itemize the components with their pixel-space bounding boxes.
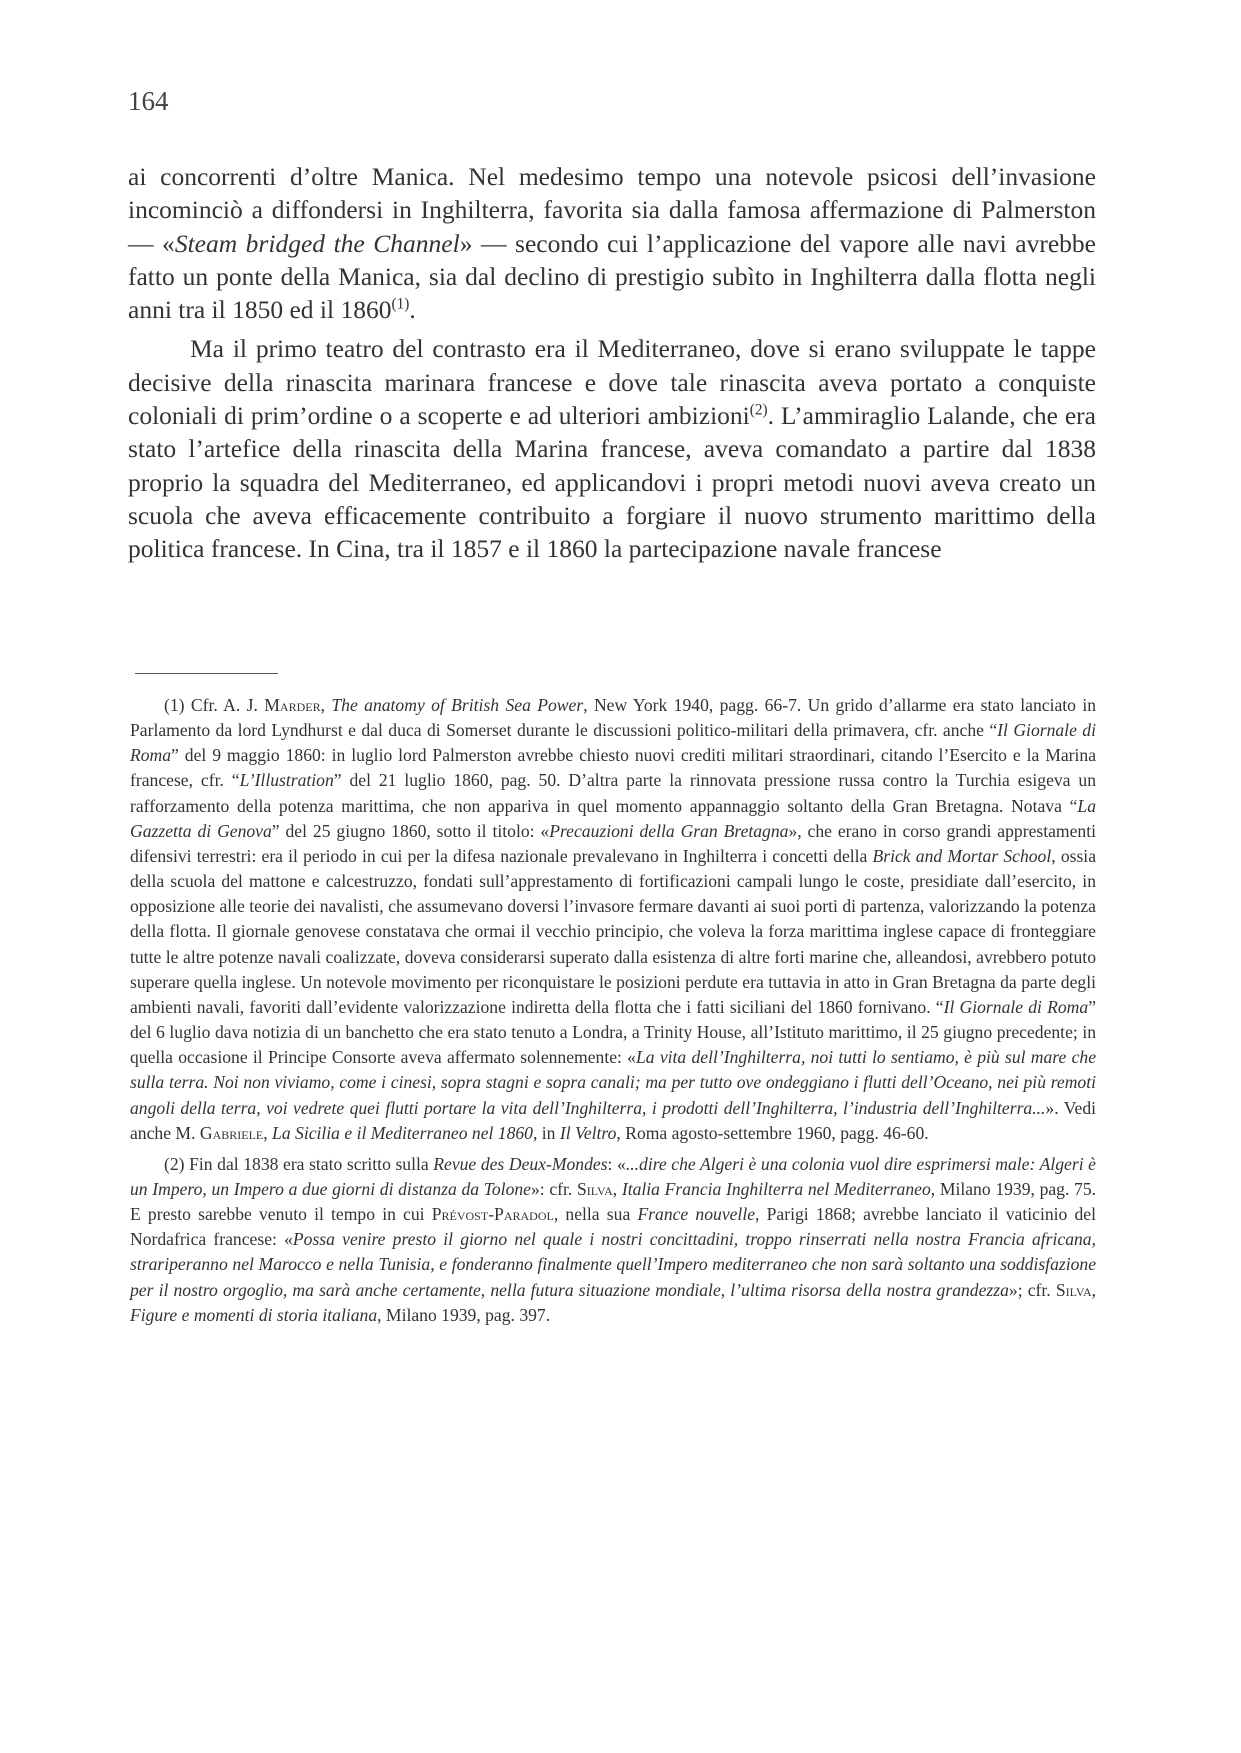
footnote-1	[130, 693, 1096, 1146]
paragraph-2-text: Ma il primo teatro del contrasto era il Mediterraneo, dove si erano sviluppate le tappe decisive della rinascita marinara francese e dove tale rinascita aveva portato a conquiste coloniali di prim’ordine o a scoperte e ad ulteriori ambizioni	[128, 334, 1096, 431]
page-number: 164	[128, 86, 169, 116]
footnote-2	[130, 1152, 1096, 1328]
author-name: Silva	[1055, 1279, 1092, 1300]
author-name: Prévost-Paradol	[431, 1204, 554, 1225]
footnote-text: : «	[607, 1153, 626, 1174]
footnote-text: , nella sua	[553, 1204, 638, 1225]
footnotes	[130, 693, 1096, 1328]
footnote-text: (1) Cfr. A. J.	[164, 695, 265, 715]
book-title: France nouvelle	[637, 1204, 756, 1225]
paragraph-1-text-cont: » — secondo cui l’applicazione del vapore alle navi avrebbe fatto un ponte della Manica, sia dal declino di prestigio subìto in Inghilterra dalla flotta negli anni tra il 1850 ed il 1860	[128, 228, 1096, 325]
newspaper-title: Il Giornale di Roma	[130, 720, 1096, 766]
quotation: Possa venire presto il giorno nel quale i nostri concittadini, troppo rinserrati nella nostra Francia africana, strariperanno nel Marocco e nella Tunisia, e fonderanno finalmente quell’Impero mediterraneo che non sarà soltanto una soddisfazione per il nostro orgoglio, ma sarà anche certamente, nella futura situazione mondiale, l’ultima risorsa della nostra grandezza	[130, 1229, 1096, 1300]
footnote-text: ” del 9 maggio 1860: in luglio lord Palmerston avrebbe chiesto nuovi crediti militari straordinari, citando l’Esercito e la Marina francese, cfr. “	[130, 745, 1096, 791]
newspaper-title: La Gazzetta di Genova	[130, 795, 1096, 841]
footnote-text: »: cfr.	[530, 1178, 577, 1199]
main-text	[128, 160, 1096, 566]
quotation: ...dire che Algeri è una colonia vuol dire esprimersi male: Algeri è un Impero, un Impero a due giorni di distanza da Tolone	[130, 1153, 1096, 1199]
footnote-text: ». Vedi anche M.	[130, 1097, 1096, 1143]
paragraph-2	[128, 332, 1096, 565]
footnote-text: ,	[1091, 1279, 1097, 1300]
footnote-text: », che erano in corso grandi apprestamenti difensivi terrestri: era il periodo in cui per la difesa nazionale prevalevano in Inghilterra i concetti della	[130, 820, 1096, 866]
palmerston-quote: Steam bridged the Channel	[174, 228, 460, 258]
book-title: La Sicilia e il Mediterraneo nel 1860	[272, 1122, 533, 1143]
footnote-text: , ossia della scuola del mattone e calcestruzzo, fondati sull’apprestamento di fortificazioni campali lungo le coste, presidiate dall’esercito, in opposizione alle teorie dei navalisti, che assumevano doversi l’invasore fermare davanti ai suoi porti di partenza, valorizzando la potenza della flotta. Il giornale genovese constatava che ormai il vecchio principio, che voleva la forza marittima inglese capace di fronteggiare tutte le altre potenze navali coalizzate, doveva considerarsi superato dalla esistenza di altre forti marine che, alleandosi, avrebbero potuto superare quella inglese. Un notevole movimento per riconquistare le posizioni perdute era tuttavia in atto in Gran Bretagna da parte degli ambienti navali, favoriti dall’evidente valorizzazione indiretta della flotta che i fatti siciliani del 1860 fornivano. “	[130, 845, 1097, 1017]
article-title: Precauzioni della Gran Bretagna	[549, 820, 789, 841]
author-name: Gabriele	[199, 1122, 264, 1143]
footnote-text: , in	[532, 1122, 560, 1143]
paragraph-1-end: .	[409, 295, 416, 325]
footnote-text: »; cfr.	[1008, 1279, 1056, 1300]
footnote-text: ” del 25 giugno 1860, sotto il titolo: «	[271, 820, 550, 841]
paragraph-1	[128, 160, 1096, 326]
footnote-text: ,	[263, 1122, 273, 1143]
author-name: Marder	[264, 695, 321, 715]
footnote-ref-1[interactable]: (1)	[391, 295, 410, 313]
footnote-ref-2[interactable]: (2)	[749, 401, 768, 419]
footnote-text: ” del 21 luglio 1860, pag. 50. D’altra parte la rinnovata pressione russa contro la Turchia esigeva un rafforzamento della potenza marittima, che non appariva in quel momento appannaggio soltanto della Gran Bretagna. Notava “	[130, 770, 1096, 816]
footnote-text: ” del 6 luglio dava notizia di un banchetto che era stato tenuto a Londra, a Trinity House, all’Istituto marittimo, il 25 giugno precedente; in quella occasione il Principe Consorte aveva affermato solennemente: «	[130, 996, 1096, 1068]
quotation: La vita dell’Inghilterra, noi tutti lo sentiamo, è più sul mare che sulla terra. Noi non viviamo, come i cinesi, sopra stagni e sopra canali; ma per tutto ove ondeggiano i flutti dell’Oceano, nei più remoti angoli della terra, voi vedrete quei flutti portare la vita dell’Inghilterra, i prodotti dell’Inghilterra, l’industria dell’Inghilterra...	[130, 1047, 1097, 1118]
footnote-text: ,	[320, 695, 332, 715]
footnote-text: , Milano 1939, pag. 75. E presto sarebbe venuto il tempo in cui	[130, 1178, 1097, 1225]
journal-title: Il Veltro	[559, 1122, 617, 1143]
footnote-text: ,	[612, 1178, 622, 1199]
journal-title: Revue des Deux-Mondes	[433, 1153, 608, 1174]
footnote-text: , New York 1940, pagg. 66-7. Un grido d’allarme era stato lanciato in Parlamento da lord Lyndhurst e dal duca di Somerset durante le discussioni politico-militari della primavera, cfr. anche “	[130, 695, 1097, 741]
book-title: The anatomy of British Sea Power	[331, 695, 584, 715]
footnote-text: , Roma agosto-settembre 1960, pagg. 46-60.	[616, 1122, 929, 1143]
author-name: Silva	[576, 1178, 613, 1199]
school-name: Brick and Mortar School	[872, 845, 1052, 866]
newspaper-title: Il Giornale di Roma	[943, 996, 1089, 1017]
paragraph-1-text: ai concorrenti d’oltre Manica. Nel medesimo tempo una notevole psicosi dell’invasione incominciò a diffondersi in Inghilterra, favorita sia dalla famosa affermazione di Palmerston — «	[128, 162, 1096, 258]
paragraph-2-text-cont: . L’ammiraglio Lalande, che era stato l’artefice della rinascita della Marina francese, aveva comandato a partire dal 1838 proprio la squadra del Mediterraneo, ed applicandovi i propri metodi nuovi aveva creato un scuola che aveva efficacemente contribuito a forgiare il nuovo strumento marittimo della politica francese. In Cina, tra il 1857 e il 1860 la partecipazione navale francese	[128, 401, 1096, 564]
footnote-text: , Parigi 1868; avrebbe lanciato il vaticinio del Nordafrica francese: «	[130, 1204, 1096, 1250]
footnote-separator	[135, 673, 278, 674]
book-title: Figure e momenti di storia italiana	[130, 1304, 378, 1325]
footnote-text: , Milano 1939, pag. 397.	[377, 1304, 551, 1325]
footnote-text: (2) Fin dal 1838 era stato scritto sulla	[164, 1153, 434, 1174]
newspaper-title: L’Illustration	[239, 770, 334, 791]
book-title: Italia Francia Inghilterra nel Mediterraneo	[621, 1178, 931, 1199]
